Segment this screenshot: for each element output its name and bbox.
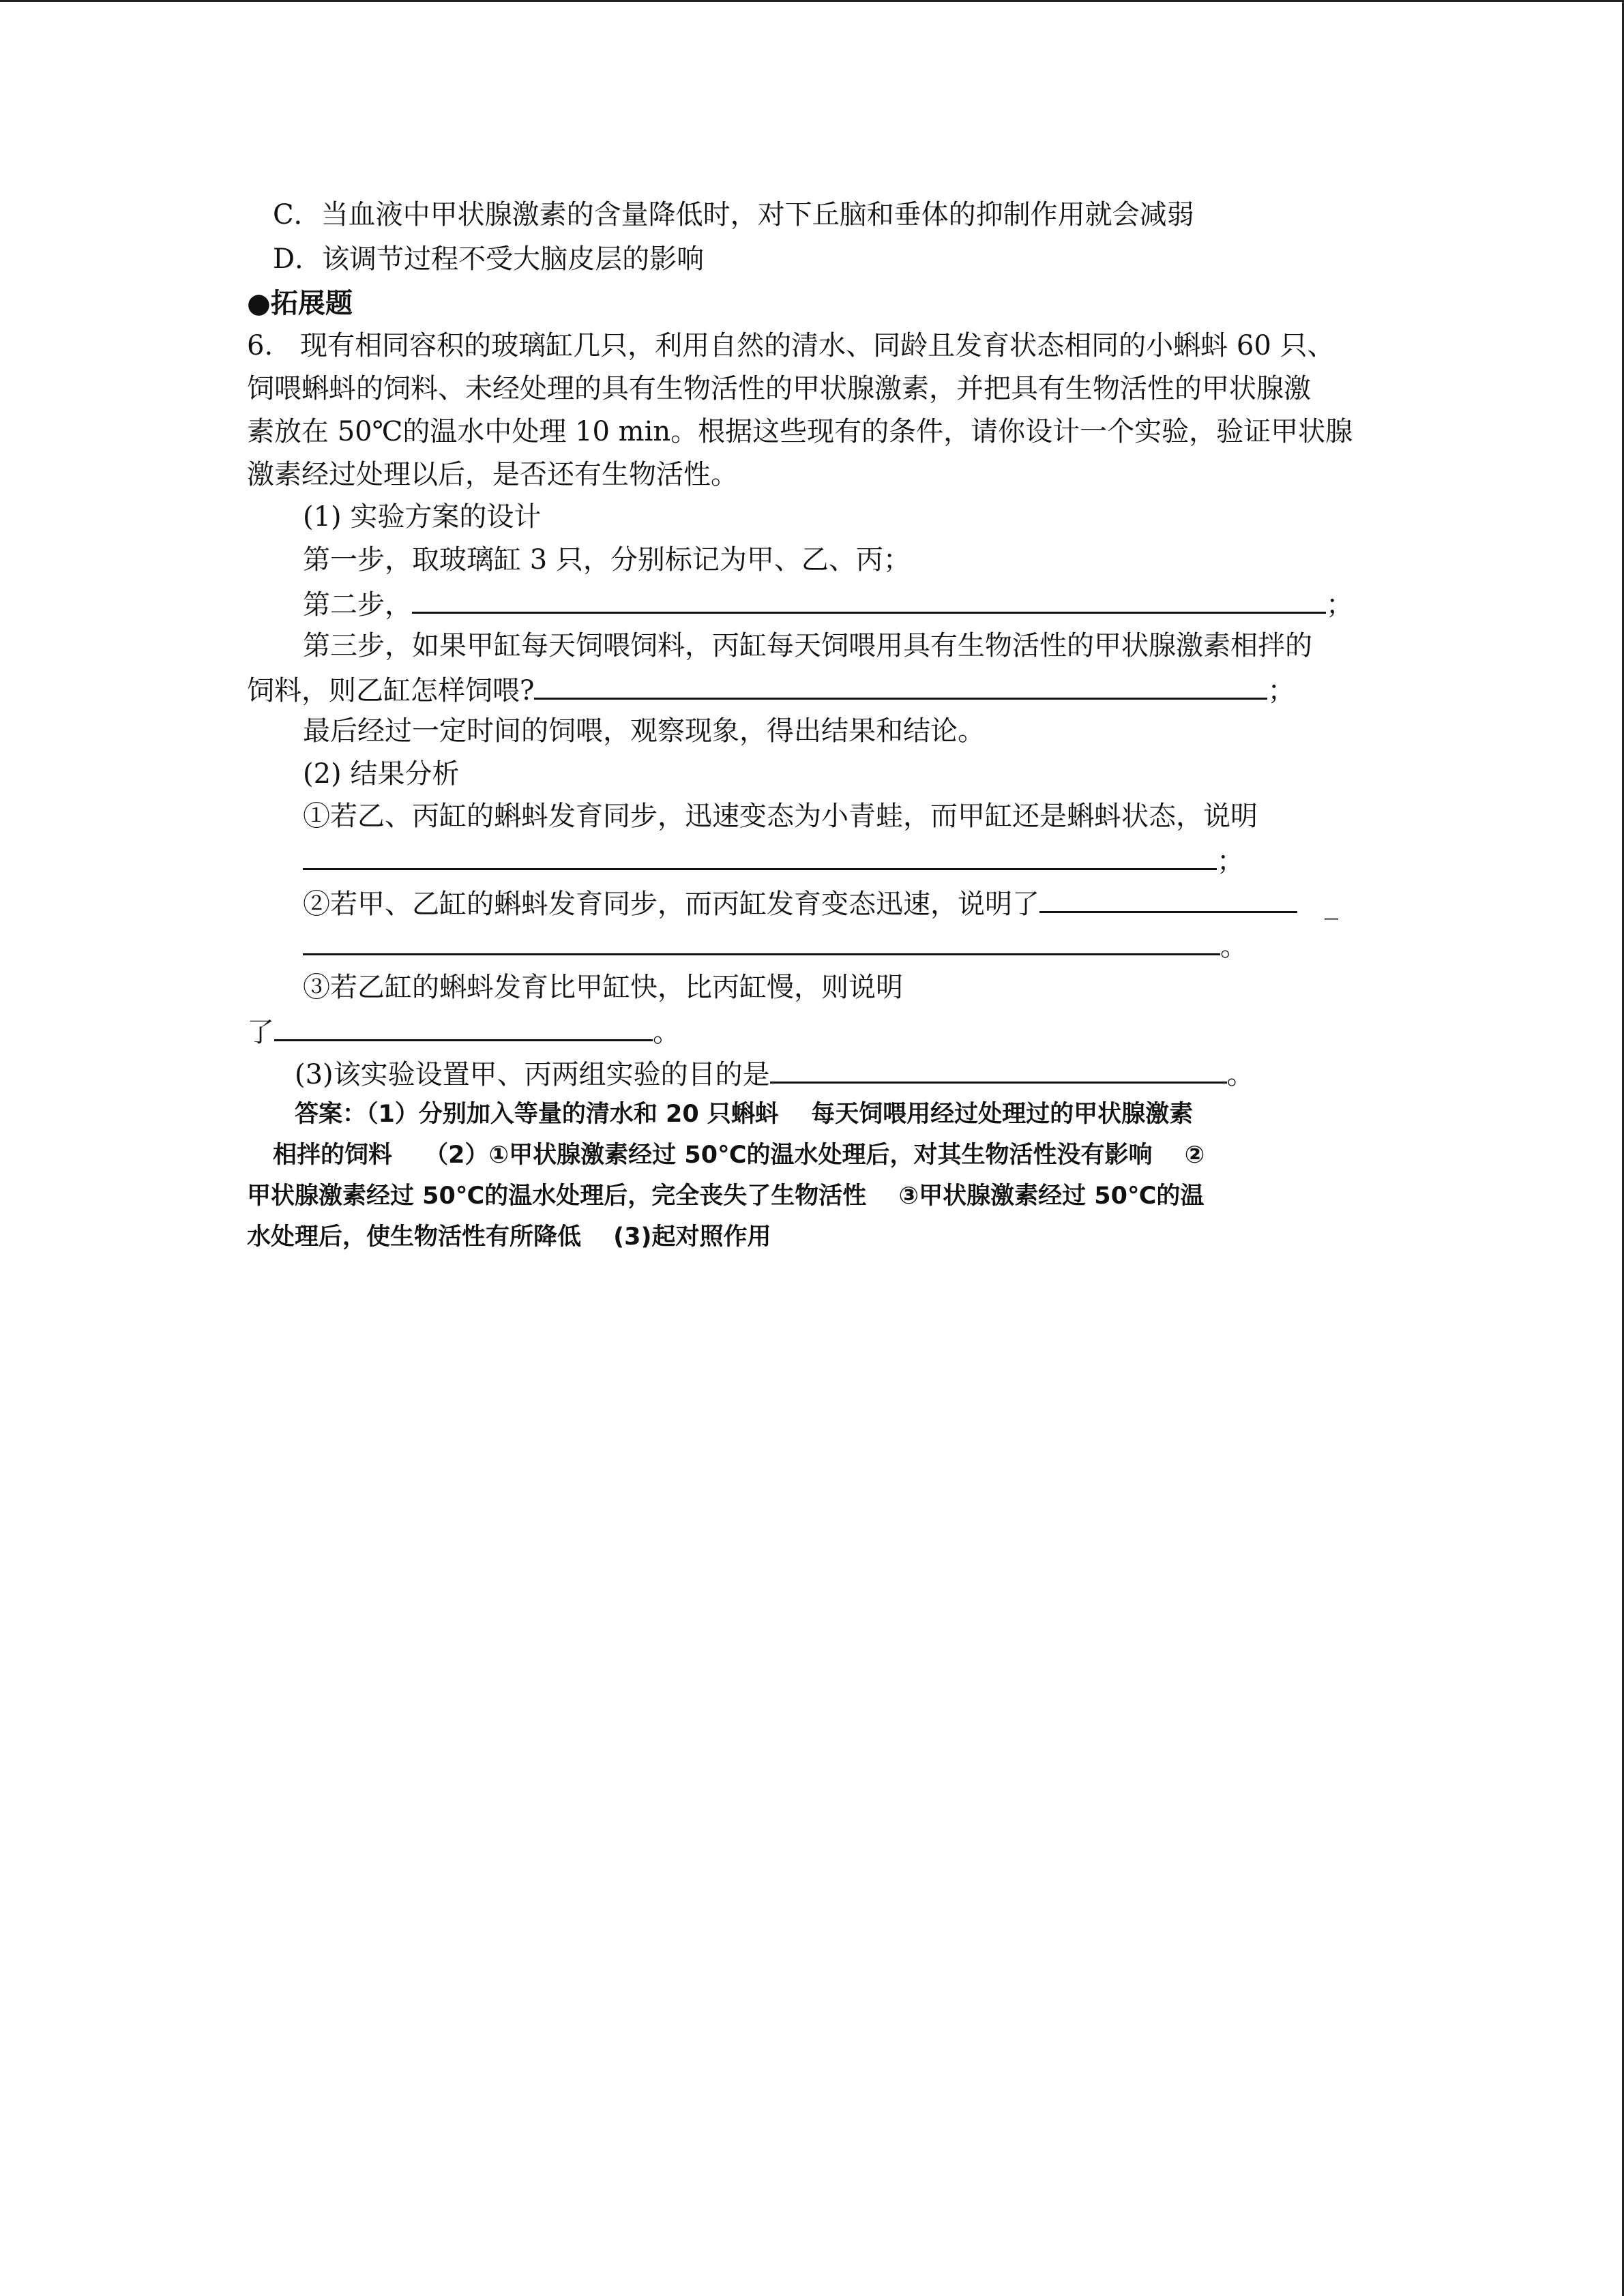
result-2-line-2 xyxy=(303,927,1247,964)
result-3-answer-blank[interactable] xyxy=(274,1013,653,1041)
step-3-line-1: 第三步，如果甲缸每天饲喂饲料，丙缸每天饲喂用具有生物活性的甲状腺激素相拌的 xyxy=(303,630,1312,661)
question-line-4: 激素经过处理以后，是否还有生物活性。 xyxy=(247,459,738,490)
part3-answer-blank[interactable] xyxy=(770,1056,1227,1084)
step-1: 第一步，取玻璃缸 3 只，分别标记为甲、乙、丙； xyxy=(303,544,911,576)
result-3-text: ③若乙缸的蝌蚪发育比甲缸快，比丙缸慢，则说明 xyxy=(303,972,903,1003)
page-top-border xyxy=(0,0,1624,2)
result-2-end: 。 xyxy=(1220,931,1247,962)
result-2-text: ②若甲、乙缸的蝌蚪发育同步，而丙缸发育变态迅速，说明了 xyxy=(303,889,1039,920)
question-line-3: 素放在 50℃的温水中处理 10 min。根据这些现有的条件，请你设计一个实验，验证甲状腺 xyxy=(247,416,1353,447)
question-line-1: 6. 现有相同容积的玻璃缸几只，利用自然的清水、同龄且发育状态相同的小蝌蚪 60 只、 xyxy=(247,330,1335,361)
step-2 xyxy=(303,586,1353,622)
answer-line-1: 答案：（1）分别加入等量的清水和 20 只蝌蚪 每天饲喂用经过处理过的甲状腺激素 xyxy=(295,1101,1194,1128)
step-3-answer-blank[interactable] xyxy=(534,672,1267,700)
option-d: D．该调节过程不受大脑皮层的影响 xyxy=(273,243,705,275)
step-2-label: 第二步， xyxy=(303,589,412,621)
final-step: 最后经过一定时间的饲喂，观察现象，得出结果和结论。 xyxy=(303,715,985,747)
step-3-end: ； xyxy=(1267,675,1295,706)
step-2-end: ； xyxy=(1326,589,1353,621)
result-3-line xyxy=(247,1013,680,1049)
result-1-line xyxy=(303,842,1244,878)
result-2-text-line xyxy=(303,885,1338,921)
step-3-question: 饲料，则乙缸怎样饲喂? xyxy=(247,675,535,706)
result-2-answer-blank[interactable] xyxy=(1039,885,1297,913)
answer-line-4: 水处理后，使生物活性有所降低 (3)起对照作用 xyxy=(247,1223,771,1251)
part3-text: (3)该实验设置甲、丙两组实验的目的是 xyxy=(295,1059,770,1090)
answer-line-3: 甲状腺激素经过 50℃的温水处理后，完全丧失了生物活性 ③甲状腺激素经过 50℃的温 xyxy=(247,1182,1205,1210)
result-2-tail: _ xyxy=(1325,889,1338,920)
part3-end: 。 xyxy=(1226,1059,1254,1090)
result-3-end: 。 xyxy=(653,1017,680,1048)
result-1-answer-blank[interactable] xyxy=(303,842,1217,870)
answer-line-2: 相拌的饲料 （2）①甲状腺激素经过 50℃的温水处理后，对其生物活性没有影响 ② xyxy=(273,1142,1205,1169)
result-2-answer-blank-2[interactable] xyxy=(303,927,1220,955)
section-heading: ●拓展题 xyxy=(247,287,353,319)
result-3-prefix: 了 xyxy=(247,1017,274,1048)
part1-heading: (1) 实验方案的设计 xyxy=(303,501,542,533)
step-2-answer-blank[interactable] xyxy=(412,586,1326,614)
part2-heading: (2) 结果分析 xyxy=(303,758,460,790)
step-3-line-2 xyxy=(247,672,1295,708)
option-c: C．当血液中甲状腺激素的含量降低时，对下丘脑和垂体的抑制作用就会减弱 xyxy=(273,199,1194,230)
result-1-end: ； xyxy=(1217,846,1244,877)
part3 xyxy=(295,1056,1254,1092)
result-1-text: ①若乙、丙缸的蝌蚪发育同步，迅速变态为小青蛙，而甲缸还是蝌蚪状态，说明 xyxy=(303,801,1258,832)
question-line-2: 饲喂蝌蚪的饲料、未经处理的具有生物活性的甲状腺激素，并把具有生物活性的甲状腺激 xyxy=(247,373,1311,404)
